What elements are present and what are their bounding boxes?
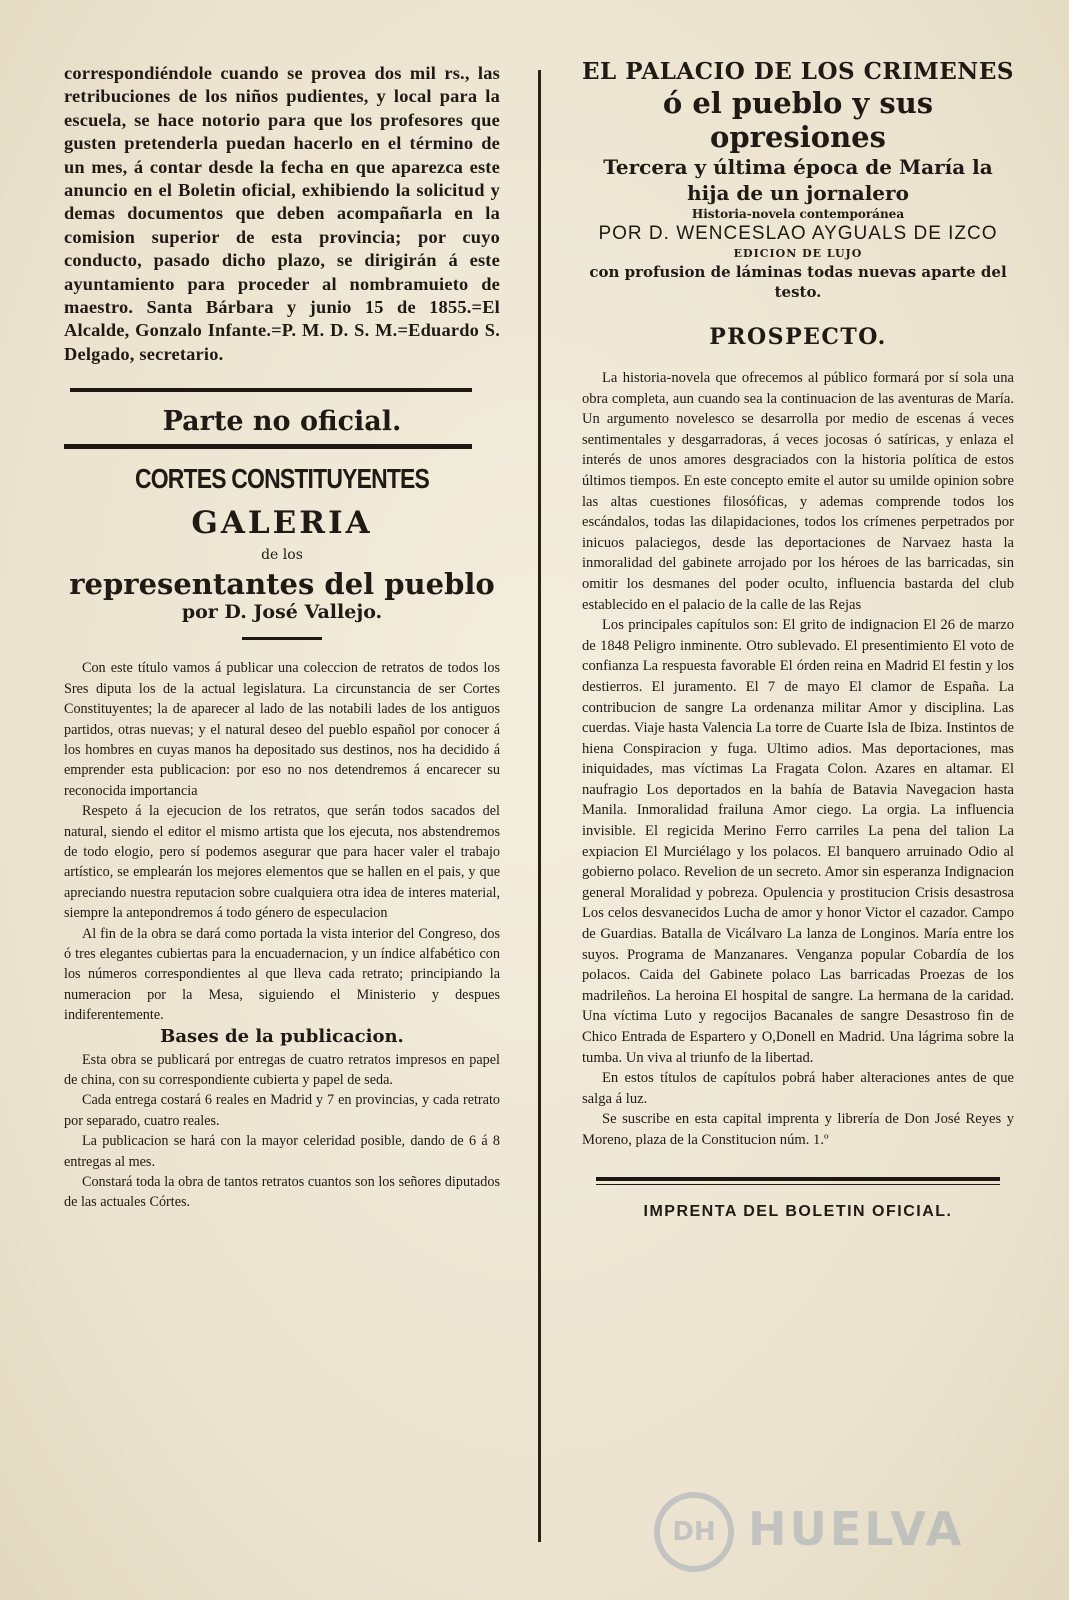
novel-epoch: Tercera y última época de María la hija de un jornalero xyxy=(603,155,993,205)
de-los-text: de los xyxy=(261,547,303,564)
imprint-line: IMPRENTA DEL BOLETIN OFICIAL. xyxy=(643,1202,953,1220)
bases-item-2: Cada entrega costará 6 reales en Madrid y 7 en provincias, y cada retrato por separado, cuatro reales. xyxy=(64,1092,500,1129)
imprint-rule xyxy=(596,1177,1000,1181)
watermark-text: HUELVA xyxy=(748,1502,965,1556)
right-column xyxy=(582,58,1014,1221)
plates-note: con profusion de láminas todas nuevas aparte del testo. xyxy=(589,263,1007,301)
novel-title: EL PALACIO DE LOS CRIMENES xyxy=(582,58,1014,85)
author-line: por D. José Vallejo. xyxy=(181,601,383,624)
galeria-paragraph-1: Con este título vamos á publicar una coleccion de retratos de todos los Sres diputa los de la actual legislatura. La circunstancia de ser Cortes Constituyentes; la de aparecer al lado de las notabili lades de los antiguos partidos, otras nuevas; y el natural deseo del pueblo español por conocer á los hombres en cuyas manos ha depositado sus destinos, nos ha decidido á emprender esta publicacion: por eso no nos detendremos á encarecer su reconocida importancia xyxy=(64,660,500,799)
novel-subtitle: ó el pueblo y sus opresiones xyxy=(662,86,934,154)
galeria-paragraph-3: Al fin de la obra se dará como portada la vista interior del Congreso, dos ó tres elegantes cubiertas para la encuadernacion, y un índice alfabético con los números correspondientes al que lleva cada retrato; principiando la numeracion por la Mesa, siguiendo el Ministerio y despues indiferentemente. xyxy=(64,925,500,1024)
ornament-rule xyxy=(242,637,322,640)
representantes-heading: representantes del pueblo xyxy=(69,567,495,602)
novel-author: POR D. WENCESLAO AYGUALS DE IZCO xyxy=(598,223,998,244)
left-column xyxy=(64,62,500,1213)
subscription-note: Se suscribe en esta capital imprenta y librería de Don José Reyes y Moreno, plaza de la Constitucion núm. 1.º xyxy=(582,1111,1014,1148)
bases-item-4: Constará toda la obra de tantos retratos cuantos son los señores diputados de las actuales Córtes. xyxy=(64,1174,500,1211)
watermark-emblem: DH xyxy=(654,1492,734,1572)
school-announcement: correspondiéndole cuando se provea dos mil rs., las retribuciones de los niños pudientes, y local para la escuela, se hace notorio para que los profesores que gusten pretenderla puedan hacerlo en el término de un mes, á contar desde la fecha en que aparezca este anuncio en el Boletin oficial, exhibiendo la solicitud y demas documentos que deben acompañarla en la comision superior de esta provincia; por cuyo conducto, pasado dicho plazo, se dirigirán á este ayuntamiento para proceder al nombramuieto de maestro. Santa Bárbara y junio 15 de 1855.=El Alcalde, Gonzalo Infante.=P. M. D. S. M.=Eduardo S. Delgado, secretario. xyxy=(64,63,500,364)
bases-item-1: Esta obra se publicará por entregas de cuatro retratos impresos en papel de china, con su correspondiente cubierta y papel de seda. xyxy=(64,1051,500,1088)
prospecto-heading: PROSPECTO. xyxy=(709,324,887,350)
chapter-list: Los principales capítulos son: El grito de indignacion El 26 de marzo de 1848 Peligro inminente. Otro sublevado. El presentimiento El voto de confianza La respuesta favorable El órden reina en Madrid El festin y los destierros. El juramento. El 7 de mayo El clamor de España. La contribucion de sangre La ordenanza militar Amor y disciplina. Las cuerdas. Viaje hasta Valencia La torre de Cuarte Isla de Ibiza. Instintos de hiena Conspiracion y fuga. Ultimo adios. Mas deportaciones, mas iniquidades, mas víctimas La Fragata Colon. Azares en altamar. El naufragio Los deportados en la bahía de Batavia Navegacion hasta Manila. Inmoralidad frailuna Amor ciego. La orgia. La influencia invisible. El regicida Merino Ferro carriles La pena del talion La expiacion El Murciélago y los polacos. El banquero arruinado Odio al gobierno polaco. Revelion de un secreto. Amor sin esperanza Indignacion general Moralidad y pobreza. Opulencia y prostitucion Crisis desastrosa Los celos desvanecidos Lucha de amor y honor Victor el cazador. Campo de Guardias. Batalla de Vicálvaro La lanza de Longinos. María entre los suyos. Programa de Manzanares. Venganza popular Cobardía de los polacos. Caida del Gabinete polaco Las barricadas Proezas de los madrileños. La heroina El hospital de sangre. La hermana de la caridad. Una víctima Luto y regocijos Bacanales de sangre Desastroso fin de Chico Entrada de Espartero y O,Donell en Madrid. Una lágrima sobre la tumba. Un viva al triunfo de la libertad. xyxy=(582,617,1014,1066)
cortes-heading: CORTES CONSTITUYENTES xyxy=(134,463,430,495)
section-title: Parte no oficial. xyxy=(162,406,402,438)
prospecto-note: En estos títulos de capítulos pobrá haber alteraciones antes de que salga á luz. xyxy=(582,1070,1014,1107)
section-rule-bottom xyxy=(64,444,472,449)
bases-heading: Bases de la publicacion. xyxy=(160,1025,404,1047)
column-divider xyxy=(538,70,541,1542)
edition-note: EDICION DE LUJO xyxy=(733,247,863,260)
novel-genre: Historia-novela contemporánea xyxy=(691,207,905,221)
section-rule-top xyxy=(64,388,500,402)
watermark-logo xyxy=(652,1488,992,1576)
galeria-paragraph-2: Respeto á la ejecucion de los retratos, que serán todos sacados del natural, siendo el editor el mismo artista que los ejecuta, nos abstendremos de todo elogio, pero sí podemos asegurar que para hacer valer el trabajo artístico, se emplearán los mejores elementos que se hallen en el pais, y que apreciando nuestra reputacion sobre cualquiera otra idea de interes material, siempre la antepondremos á todo género de especulacion xyxy=(64,803,500,922)
bases-item-3: La publicacion se hará con la mayor celeridad posible, dando de 6 á 8 entregas al mes. xyxy=(64,1133,500,1170)
prospecto-paragraph-1: La historia-novela que ofrecemos al público formará por sí sola una obra completa, aun cuando sea la continuacion de las aventuras de María. Un argumento novelesco se desarrolla por medio de escenas á veces sentimentales y desgarradoras, á veces jocosas ó satíricas, y enlaza el interés de unos amores desgraciados con la historia política de estos últimos tiempos. En este concepto emite el autor su umilde opinion sobre las altas cuestiones filosóficas, y ademas comprende todos los escándalos, todas las dilapidaciones, todos los crímenes perpetrados por inicuos palaciegos, desde las deportaciones de Narvaez hasta la inmoralidad del gabinete arrojado por los héroes de las barricadas, sin omitir los desmanes del poder oculto, influencia bastarda del club establecido en el palacio de la calle de las Rejas xyxy=(582,370,1014,613)
imprint-rule-thin xyxy=(596,1184,1000,1185)
galeria-heading: GALERIA xyxy=(191,505,373,542)
